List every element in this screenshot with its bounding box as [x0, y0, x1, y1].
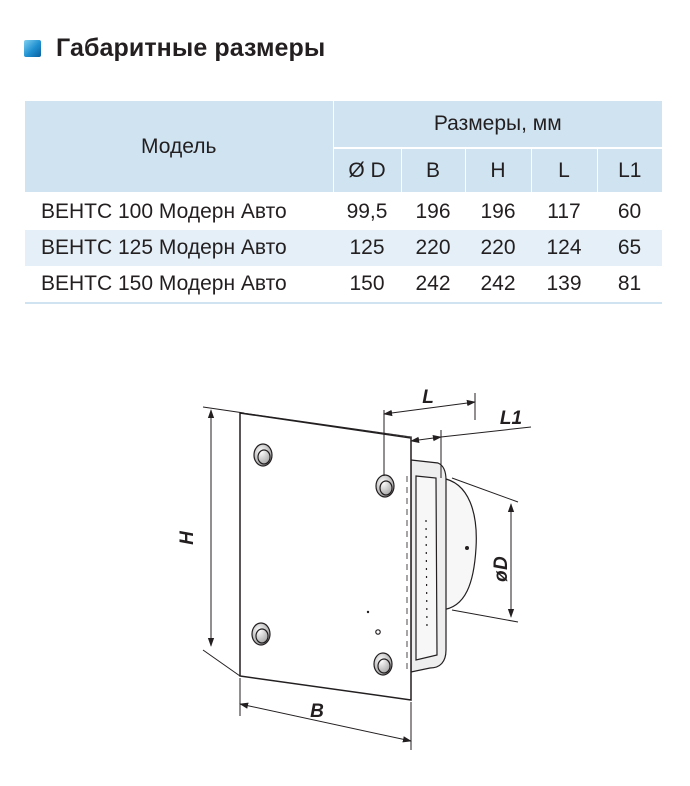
dimension-label-l: L: [422, 387, 434, 408]
value-cell: 150: [333, 266, 401, 303]
section-title: Габаритные размеры: [56, 34, 326, 62]
dimension-label-diameter: [491, 556, 512, 582]
value-cell: 125: [333, 230, 401, 266]
model-header: Модель: [25, 101, 333, 193]
model-cell: ВЕНТС 100 Модерн Авто: [41, 200, 287, 223]
value-cell: 65: [597, 230, 662, 266]
column-header-l1: L1: [597, 148, 662, 193]
column-header-b: B: [401, 148, 465, 193]
diameter-letter: D: [491, 556, 512, 570]
model-cell: ВЕНТС 150 Модерн Авто: [25, 266, 333, 303]
value-cell: 220: [465, 230, 531, 266]
column-header-diameter: Ø D: [333, 148, 401, 193]
value-cell: 242: [465, 266, 531, 303]
dimension-label-b: B: [310, 701, 324, 722]
value-cell: 124: [531, 230, 597, 266]
value-cell: 196: [480, 200, 516, 223]
dimensions-group-header: Размеры, мм: [333, 101, 662, 148]
screw-cap-icon: [376, 475, 394, 497]
dimension-label-l1: L1: [499, 408, 523, 429]
value-cell: 242: [401, 266, 465, 303]
screw-cap-icon: [252, 623, 270, 645]
screw-cap-icon: [254, 444, 272, 466]
dimension-label-h: H: [177, 531, 198, 545]
value-cell: 99,5: [346, 200, 388, 223]
column-header-h: H: [465, 148, 531, 193]
value-cell: 139: [531, 266, 597, 303]
diameter-symbol: ø: [491, 570, 512, 582]
value-cell: 196: [415, 200, 451, 223]
column-header-l: L: [531, 148, 597, 193]
screw-cap-icon: [374, 653, 392, 675]
model-cell: ВЕНТС 125 Модерн Авто: [25, 230, 333, 266]
value-cell: 220: [401, 230, 465, 266]
value-cell: 81: [597, 266, 662, 303]
value-cell: 60: [617, 200, 642, 223]
value-cell: 117: [547, 200, 581, 223]
